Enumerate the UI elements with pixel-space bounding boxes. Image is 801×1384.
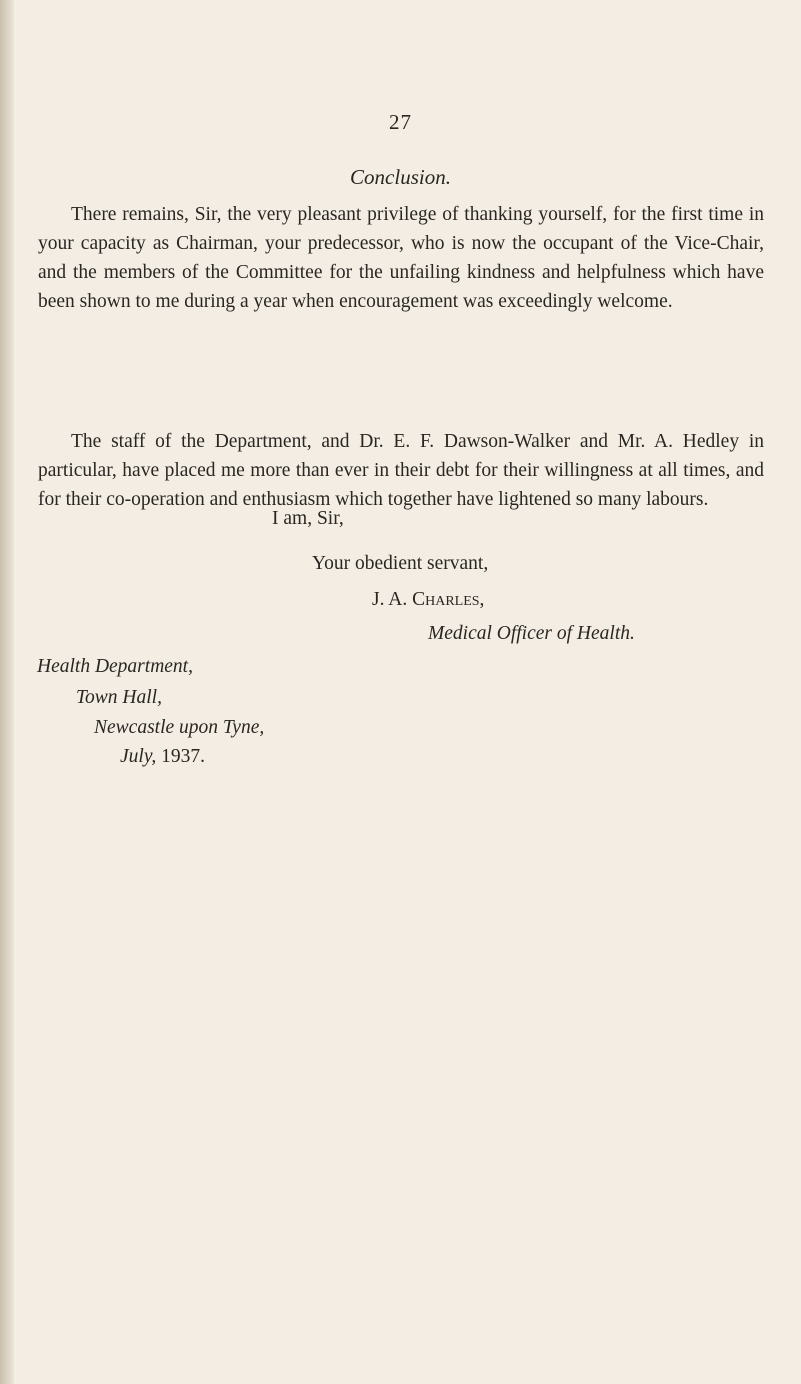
closing-valediction: Your obedient servant, (312, 553, 489, 574)
address-date (120, 746, 205, 768)
date-month: July, (120, 746, 157, 767)
closing-salutation: I am, Sir, (272, 508, 344, 529)
address-line-department: Health Department, (37, 656, 193, 677)
address-line-city: Newcastle upon Tyne, (94, 717, 265, 738)
signatory-title: Medical Officer of Health. (428, 623, 635, 644)
page-number: 27 (389, 110, 412, 134)
address-line-building: Town Hall, (76, 687, 162, 708)
section-heading: Conclusion. (350, 165, 451, 189)
paragraph-staff: The staff of the Department, and Dr. E. F. Dawson-Walker and Mr. A. Hedley in particular, have placed me more than ever in their debt for their willingness at all times, and for their co-operation and enthusiasm which together have lightened so many labours. (38, 431, 764, 510)
page-gutter-shadow (0, 0, 14, 1384)
paragraph-thanks: There remains, Sir, the very pleasant privilege of thanking yourself, for the first time in your capacity as Chairman, your predecessor, who is now the occupant of the Vice-Chair, and the members of the Committee for the unfailing kindness and helpfulness which have been shown to me during a year when encouragement was exceedingly welcome. (38, 204, 764, 312)
signatory-name: J. A. Charles, (372, 589, 485, 610)
date-year: 1937. (161, 746, 206, 767)
